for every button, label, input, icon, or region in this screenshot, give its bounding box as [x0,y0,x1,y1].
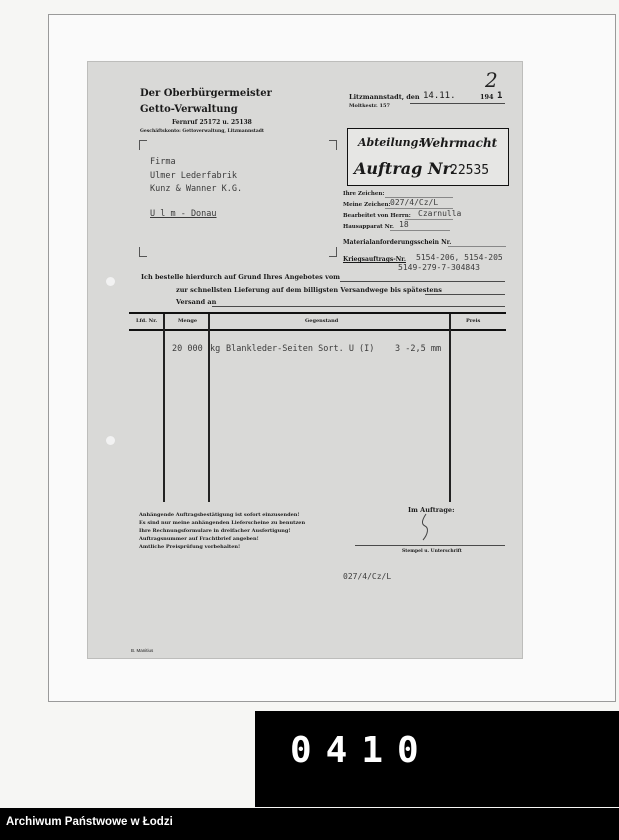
my-ref-value: 027/4/Cz/L [390,198,439,207]
signature-mark [418,512,434,542]
address-corner-br [329,247,337,257]
row-qty: 20 000 [172,344,203,354]
recipient-line2: Ulmer Lederfabrik [150,171,237,181]
ext-line [390,230,450,231]
letterhead-line1: Der Oberbürgermeister [140,88,272,99]
order-line1-fill [340,281,505,282]
row-thickness: 3 -2,5 mm [395,344,442,354]
note-4: Auftragsnummer auf Frachtbrief angeben! [139,536,259,542]
bottom-ref: 027/4/Cz/L [343,572,392,581]
note-5: Amtliche Preisprüfung vorbehalten! [139,544,241,550]
row-item: Blankleder-Seiten Sort. U (I) [226,344,375,354]
punch-hole-bottom [106,436,115,445]
col-header-qty: Menge [178,318,198,324]
department-label: Abteilung: [358,136,423,149]
col-header-nr: Lfd. Nr. [136,318,158,324]
note-1: Anhängende Auftragsbestätigung ist sofort einzusenden! [139,512,300,518]
recipient-line4: U l m - Donau [150,209,217,219]
your-ref-label: Ihre Zeichen: [343,191,385,197]
war-order-value1: 5154-206, 5154-205 [416,253,503,262]
my-ref-label: Meine Zeichen: [343,202,391,208]
street: Moltkestr. 157 [349,103,390,109]
signature-line [355,545,505,546]
year-prefix: 194 [480,93,494,101]
on-behalf-label: Im Auftrage: [408,506,455,514]
date-day-month: 14.11. [423,91,456,101]
order-line2-fill [425,294,505,295]
note-3: Ihre Rechnungsformulare in dreifacher Ausfertigung! [139,528,291,534]
material-label: Materialanforderungsschein Nr. [343,239,452,246]
address-corner-tr [329,140,337,150]
letterhead-account: Geschäftskonto: Gettoverwaltung, Litzmannstadt [140,129,265,134]
address-corner-bl [139,247,147,257]
recipient-line1: Firma [150,157,176,167]
handled-label: Bearbeitet von Herrn: [343,213,411,219]
handled-value: Czarnulla [418,209,462,218]
war-order-label: Kriegsauftrags-Nr. [343,256,406,263]
col-header-price: Preis [466,318,481,324]
order-text-line1: Ich bestelle hierdurch auf Grund Ihres Angebotes vom [141,273,341,281]
letterhead-line2: Getto-Verwaltung [140,104,238,115]
col-header-item: Gegenstand [305,318,339,324]
col-divider-2 [208,314,210,502]
handwritten-page-number: 2 [485,68,498,92]
col-divider-1 [163,314,165,502]
order-text-line3: Versand an [176,298,217,306]
ext-value: 18 [399,220,409,229]
order-number-label: Auftrag Nr. [354,159,456,178]
row-unit: kg [210,344,221,354]
ext-label: Hausapparat Nr. [343,224,394,230]
order-number: 22535 [450,163,490,178]
war-order-value2: 5149-279-7-304843 [398,263,480,272]
order-line3-fill [212,306,505,307]
address-corner-tl [139,140,147,150]
recipient-line3: Kunz & Wanner K.G. [150,184,243,194]
handled-line [405,219,453,220]
order-text-line2: zur schnellsten Lieferung auf dem billigsten Versandwege bis spätestens [176,286,442,294]
archive-name: Archiwum Państwowe w Łodzi [6,816,173,828]
material-line [448,246,506,247]
date-underline [410,103,505,104]
year-suffix: 1 [497,91,503,101]
letterhead-phone: Fernruf 25172 u. 25138 [172,119,252,126]
department-value: Wehrmacht [420,136,498,150]
note-2: Es sind nur meine anhängenden Lieferscheine zu benutzen [139,520,306,526]
col-divider-3 [449,314,451,502]
punch-hole-top [106,277,115,286]
frame-counter: 0410 [290,730,433,771]
place-prefix: Litzmannstadt, den [349,93,420,101]
archive-footer [0,808,619,840]
stamp-label: Stempel u. Unterschrift [402,549,462,554]
order-box [347,128,509,186]
printer-mark: B. Manitius [131,648,154,653]
